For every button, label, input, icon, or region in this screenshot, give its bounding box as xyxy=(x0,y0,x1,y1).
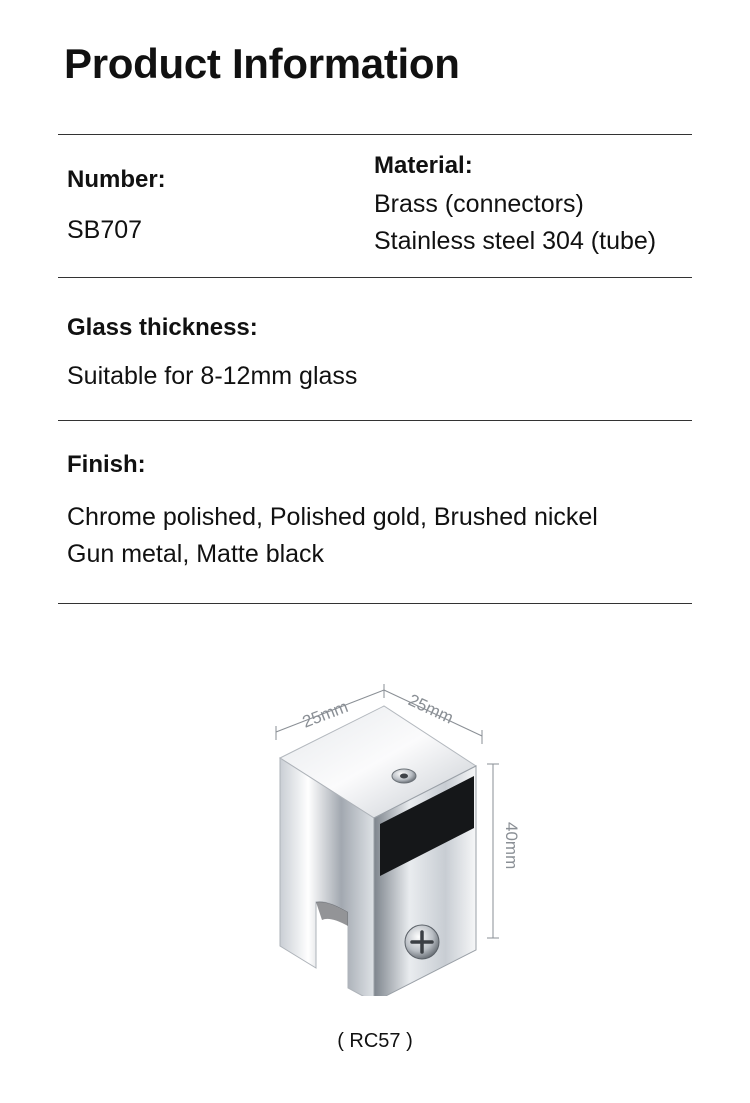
dimension-width-label: 25mm xyxy=(299,697,351,732)
page-title: Product Information xyxy=(64,40,460,87)
glass-thickness-label: Glass thickness: xyxy=(67,314,258,341)
dimension-depth-label: 25mm xyxy=(405,690,457,728)
glass-thickness-value: Suitable for 8-12mm glass xyxy=(67,362,358,390)
divider xyxy=(58,277,692,278)
finish-label: Finish: xyxy=(67,451,146,478)
material-label: Material: xyxy=(374,152,473,179)
number-value: SB707 xyxy=(67,216,143,244)
product-code-caption: ( RC57 ) xyxy=(337,1030,413,1052)
finish-line-1: Chrome polished, Polished gold, Brushed nickel xyxy=(67,503,598,531)
dimension-height-label: 40mm xyxy=(502,822,521,870)
divider xyxy=(58,420,692,421)
divider xyxy=(58,134,692,135)
finish-line-2: Gun metal, Matte black xyxy=(67,540,325,568)
material-line-2: Stainless steel 304 (tube) xyxy=(374,227,657,255)
material-line-1: Brass (connectors) xyxy=(374,190,584,218)
number-label: Number: xyxy=(67,166,166,193)
divider xyxy=(58,603,692,604)
product-image xyxy=(262,676,532,996)
